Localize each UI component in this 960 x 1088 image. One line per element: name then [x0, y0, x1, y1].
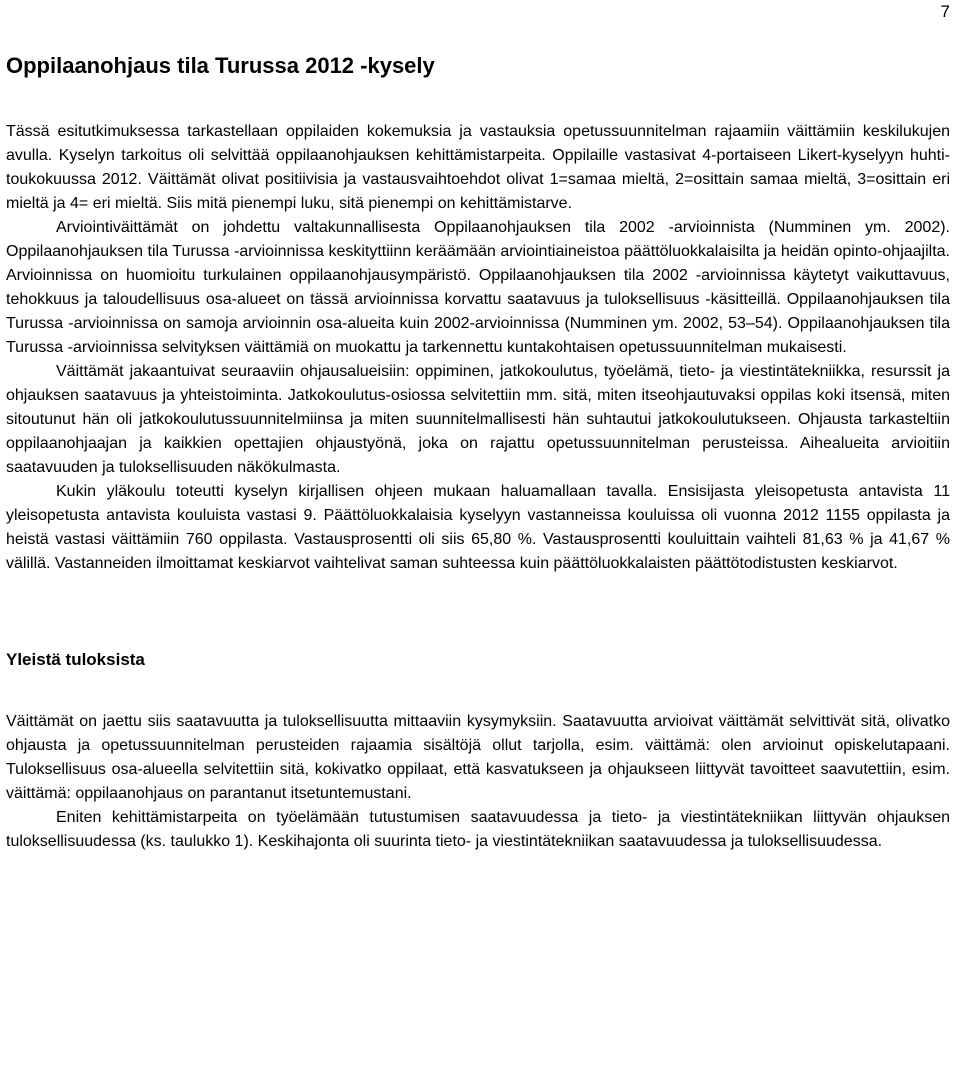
paragraph: Kukin yläkoulu toteutti kyselyn kirjallisen ohjeen mukaan haluamallaan tavalla. Ensisijasta yleisopetusta antavista 11 yleisopetusta antavista kouluista vastasi 9. Päättöluokkalaisia kyselyyn vastanneissa kouluissa oli vuonna 2012 1155 oppilasta ja heistä vastasi väittämiin 760 oppilasta. Vastausprosentti oli siis 65,80 %. Vastausprosentti kouluittain vaihteli 81,63 % ja 41,67 % välillä. Vastanneiden ilmoittamat keskiarvot vaihtelivat saman suhteessa kuin päättöluokkalaisten päättötodistusten keskiarvot. — [6, 483, 950, 572]
page-title: Oppilaanohjaus tila Turussa 2012 -kysely — [6, 53, 435, 78]
paragraph: Arviointiväittämät on johdettu valtakunnallisesta Oppilaanohjauksen tila 2002 -arvioinnista (Numminen ym. 2002). Oppilaanohjauksen tila Turussa -arvioinnissa keskityttiinn keräämään arviointiaineistoa päättöluokkalaisilta ja heidän opinto-ohjaajilta. Arvioinnissa on huomioitu turkulainen oppilaanohjausympäristö. Oppilaanohjauksen tila 2002 -arvioinnissa käytetyt vaikuttavuus, tehokkuus ja taloudellisuus osa-alueet on tässä arvioinnissa korvattu saatavuus ja tuloksellisuus -käsitteillä. Oppilaanohjauksen tila Turussa -arvioinnissa on samoja arvioinnin osa-alueita kuin 2002-arvioinnissa (Numminen ym. 2002, 53–54). Oppilaanohjauksen tila Turussa -arvioinnissa selvityksen väittämiä on muokattu ja tarkennettu kuntakohtaisen opetussuunnitelman mukaisesti. — [6, 219, 950, 356]
document-page — [6, 0, 950, 854]
paragraph: Väittämät on jaettu siis saatavuutta ja tuloksellisuutta mittaaviin kysymyksiin. Saatavuutta arvioivat väittämät selvittivät sitä, olivatko ohjausta ja opetussuunnitelman perusteiden rajaamia sisältöjä ollut tarjolla, esim. väittämä: olen arvioinut opiskelutapaani. Tuloksellisuus osa-alueella selvitettiin sitä, kokivatko oppilaat, että kasvatukseen ja ohjaukseen liittyvät tavoitteet saavutettiin, esim. väittämä: oppilaanohjaus on parantanut itsetuntemustani. — [6, 713, 950, 802]
paragraph: Eniten kehittämistarpeita on työelämään tutustumisen saatavuudessa ja tieto- ja viestintätekniikan liittyvän ohjauksen tuloksellisuudessa (ks. taulukko 1). Keskihajonta oli suurinta tieto- ja viestintätekniikan saatavuudessa ja tuloksellisuudessa. — [6, 809, 950, 850]
results-section — [6, 648, 950, 854]
paragraph: Tässä esitutkimuksessa tarkastellaan oppilaiden kokemuksia ja vastauksia opetussuunnitelman rajaamiin väittämiin keskilukujen avulla. Kyselyn tarkoitus oli selvittää oppilaanohjauksen kehittämistarpeita. Oppilaille vastasivat 4-portaiseen Likert-kyselyyn huhti-toukokuussa 2012. Väittämät olivat positiivisia ja vastausvaihtoehdot olivat 1=samaa mieltä, 2=osittain samaa mieltä, 3=osittain eri mieltä ja 4= eri mieltä. Siis mitä pienempi luku, sitä pienempi on kehittämistarve. — [6, 123, 950, 212]
page-number: 7 — [940, 2, 950, 21]
paragraph: Väittämät jakaantuivat seuraaviin ohjausalueisiin: oppiminen, jatkokoulutus, työelämä, tieto- ja viestintätekniikka, resurssit ja ohjauksen saatavuus ja yhteistoiminta. Jatkokoulutus-osiossa selvitettiin mm. sitä, miten itseohjautuvaksi oppilas koki itsensä, miten sitoutunut hän oli jatkokoulutussuunnitelmiinsa ja miten suunnitelmallisesti hän suhtautui jatkokoulutukseen. Ohjausta tarkasteltiin oppilaanohjaajan ja kaikkien opettajien ohjaustyönä, joka on rajattu opetussuunnitelman perusteissa. Aihealueita arvioitiin saatavuuden ja tuloksellisuuden näkökulmasta. — [6, 363, 950, 476]
section-heading: Yleistä tuloksista — [6, 650, 145, 669]
intro-section — [6, 120, 950, 576]
